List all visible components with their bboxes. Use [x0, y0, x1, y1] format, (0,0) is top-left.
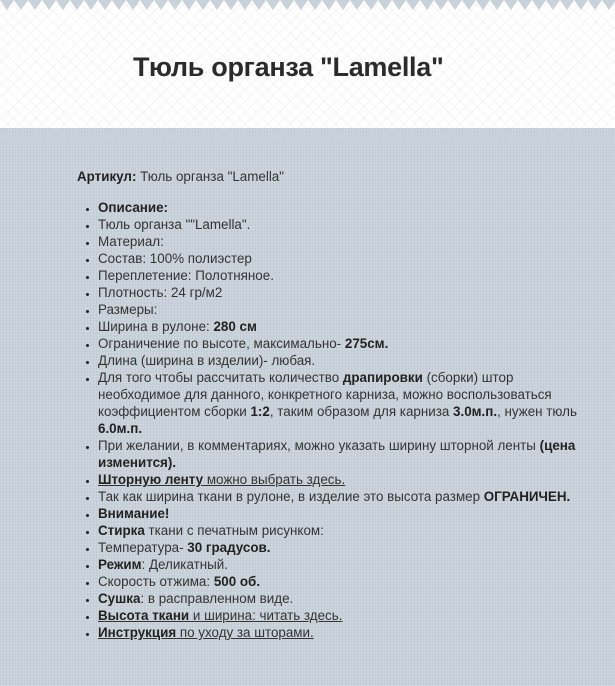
- item-text: Так как ширина ткани в рулоне, в изделие это высота размер: [98, 489, 484, 504]
- zigzag-border-top: [0, 0, 615, 14]
- item-text: Переплетение: Полотняное.: [98, 268, 274, 283]
- list-item: [98, 624, 577, 641]
- list-item: [98, 250, 577, 267]
- item-text: Ширина в рулоне:: [98, 319, 214, 334]
- article-value: Тюль органза "Lamella": [136, 169, 285, 184]
- item-link-text: по уходу за шторами.: [176, 625, 314, 640]
- item-link[interactable]: [98, 608, 342, 623]
- spec-list: [77, 199, 577, 641]
- item-bold: 6.0м.п.: [98, 421, 143, 436]
- item-text: Длина (ширина в изделии)- любая.: [98, 353, 316, 368]
- item-link-bold: Инструкция: [98, 625, 177, 640]
- list-item: [98, 573, 577, 590]
- item-bold: Сушка: [98, 591, 141, 606]
- list-item: [98, 437, 577, 471]
- item-text: (сборки) штор необходимое для данного, конкретного карниза, можно воспользоваться коэффициентом сборки: [98, 370, 552, 419]
- item-link-text: и ширина: читать здесь.: [189, 608, 343, 623]
- list-item: [98, 471, 577, 488]
- item-text: , таким образом для карниза: [269, 404, 454, 419]
- item-text: Материал:: [98, 234, 164, 249]
- list-item: [98, 267, 577, 284]
- list-item: [98, 233, 577, 250]
- list-item: [98, 522, 577, 539]
- item-bold: (цена изменится).: [98, 438, 576, 470]
- list-item: [98, 590, 577, 607]
- item-link-text: можно выбрать здесь.: [203, 472, 346, 487]
- item-link[interactable]: [98, 472, 345, 487]
- list-item: [98, 539, 577, 556]
- item-bold: драпировки: [342, 370, 423, 385]
- product-description: [77, 168, 577, 641]
- item-bold: Внимание!: [98, 506, 170, 521]
- item-bold: 3.0м.п.: [453, 404, 498, 419]
- item-text: , нужен тюль: [497, 404, 577, 419]
- item-bold: Описание:: [98, 200, 169, 215]
- zigzag-border-bottom: [0, 126, 615, 140]
- item-text: Размеры:: [98, 302, 158, 317]
- list-item: [98, 199, 577, 216]
- item-bold: 500 об.: [213, 574, 261, 589]
- item-text: : Деликатный.: [141, 557, 228, 572]
- item-bold: 280 см: [213, 319, 257, 334]
- item-link-bold: Шторную ленту: [98, 472, 204, 487]
- page-header: [0, 0, 615, 128]
- item-link[interactable]: [98, 625, 314, 640]
- item-bold: 275см.: [344, 336, 389, 351]
- item-bold: ОГРАНИЧЕН.: [483, 489, 571, 504]
- article-label: Артикул:: [77, 169, 137, 184]
- item-text: ткани с печатным рисунком:: [144, 523, 324, 538]
- list-item: [98, 216, 577, 233]
- item-text: Для того чтобы рассчитать количество: [98, 370, 343, 385]
- item-text: Температура-: [98, 540, 188, 555]
- item-text: При желании, в комментариях, можно указать ширину шторной ленты: [98, 438, 540, 453]
- item-text: Ограничение по высоте, максимально-: [98, 336, 345, 351]
- list-item: [98, 352, 577, 369]
- list-item: [98, 607, 577, 624]
- item-bold: Стирка: [98, 523, 145, 538]
- page-title: Тюль органза "Lamella": [133, 52, 444, 82]
- list-item: [98, 301, 577, 318]
- list-item: [98, 335, 577, 352]
- list-item: [98, 556, 577, 573]
- list-item: [98, 369, 577, 437]
- item-text: Состав: 100% полиэстер: [98, 251, 252, 266]
- item-bold: Режим: [98, 557, 142, 572]
- item-text: Плотность: 24 гр/м2: [98, 285, 223, 300]
- list-item: [98, 488, 577, 505]
- item-text: Тюль органза ""Lamella".: [98, 217, 251, 232]
- article-line: [77, 168, 577, 185]
- item-link-bold: Высота ткани: [98, 608, 190, 623]
- list-item: [98, 505, 577, 522]
- list-item: [98, 284, 577, 301]
- item-text: : в расправленном виде.: [140, 591, 294, 606]
- item-bold: 1:2: [250, 404, 270, 419]
- item-text: Скорость отжима:: [98, 574, 214, 589]
- item-bold: 30 градусов.: [187, 540, 271, 555]
- list-item: [98, 318, 577, 335]
